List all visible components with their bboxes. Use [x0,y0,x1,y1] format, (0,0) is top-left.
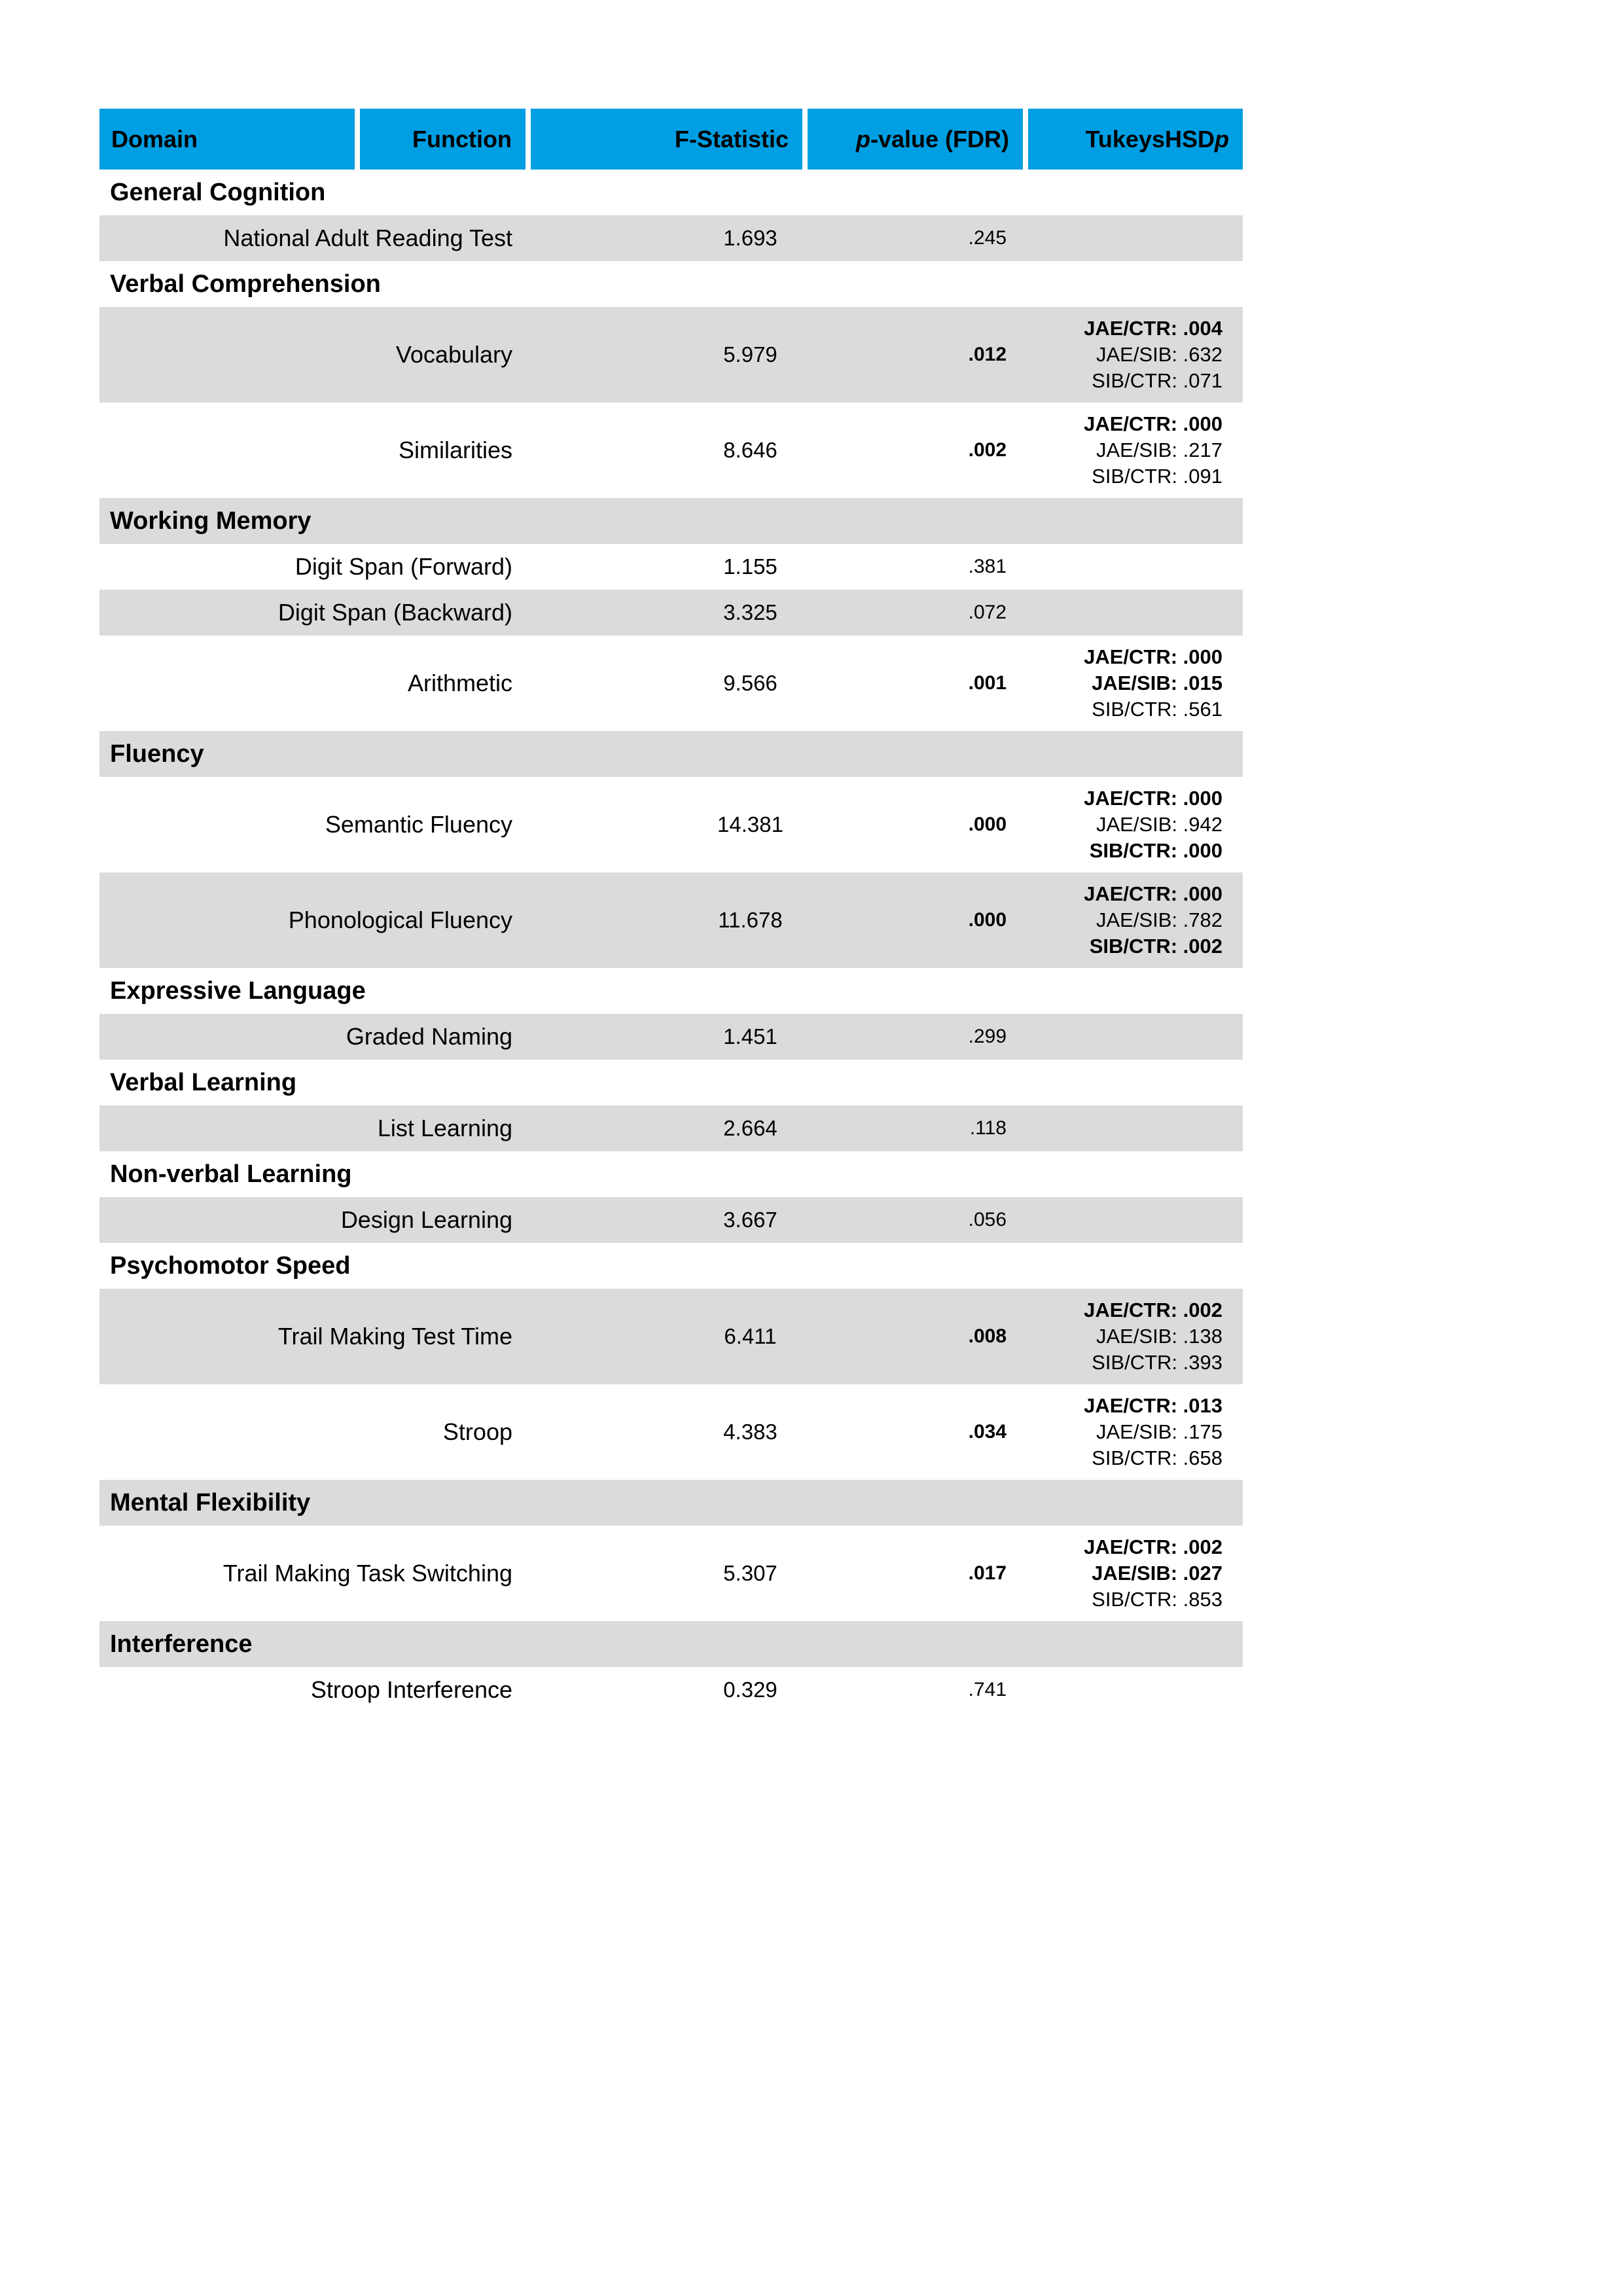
tukey-pairwise-value: JAE/SIB: .942 [1096,813,1222,836]
tukey-pairwise-value: JAE/SIB: .782 [1096,908,1222,931]
f-statistic-cell: 6.411 [724,1324,777,1348]
f-statistic-cell: 5.307 [723,1561,777,1585]
column-header-domain [99,109,355,170]
tukey-pairwise-value: JAE/CTR: .002 [1084,1299,1222,1321]
test-data-row [99,215,1243,261]
test-data-row [99,1526,1243,1621]
column-header-p-value-fdr [808,109,1023,170]
f-statistic-cell: 4.383 [723,1420,777,1444]
column-header-text: F-Statistic [674,125,789,152]
tukey-pairwise-value: SIB/CTR: .393 [1092,1351,1222,1374]
column-header-text: Domain [111,125,198,152]
tukey-pairwise-value: JAE/SIB: .027 [1092,1562,1222,1585]
tukey-pairwise-value: JAE/SIB: .138 [1096,1325,1222,1348]
tukeyshsd-cell [1028,1105,1243,1151]
test-data-row [99,1289,1243,1384]
function-cell: List Learning [377,1115,512,1141]
table-header-row [99,109,1243,170]
domain-section-row: Verbal Learning [99,1060,1243,1105]
f-statistic-cell: 9.566 [723,671,777,695]
function-cell: Graded Naming [346,1023,512,1050]
test-data-row [99,872,1243,968]
function-cell: Digit Span (Backward) [277,599,512,626]
tukeyshsd-cell [1028,403,1243,498]
domain-section-row: Fluency [99,731,1243,777]
table-body [99,170,1243,1713]
p-value-cell: .034 [968,1421,1007,1443]
column-header-tukeyshsd-p [1028,109,1243,170]
column-header-text: p [1215,125,1229,152]
domain-section-row: Working Memory [99,498,1243,544]
tukeyshsd-cell [1028,590,1243,636]
tukeyshsd-cell [1028,636,1243,731]
tukey-pairwise-value: SIB/CTR: .000 [1089,839,1222,862]
domain-section-row: Expressive Language [99,968,1243,1014]
column-header-f-statistic [531,109,802,170]
test-data-row [99,1667,1243,1713]
function-cell: Design Learning [340,1206,512,1233]
function-cell: Digit Span (Forward) [294,553,512,580]
column-header-text: TukeysHSD [1085,125,1215,152]
tukeyshsd-cell [1028,872,1243,968]
p-value-cell: .381 [968,556,1007,577]
p-value-cell: .008 [968,1325,1007,1347]
test-data-row [99,1197,1243,1243]
f-statistic-cell: 0.329 [723,1677,777,1702]
f-statistic-cell: 5.979 [723,342,777,367]
tukey-pairwise-value: SIB/CTR: .091 [1092,465,1222,488]
tukey-pairwise-value: JAE/CTR: .002 [1084,1535,1222,1558]
tukey-pairwise-value: JAE/SIB: .632 [1096,343,1222,366]
tukey-pairwise-value: JAE/CTR: .004 [1084,317,1222,340]
p-value-cell: .000 [968,909,1007,931]
domain-section-row: Psychomotor Speed [99,1243,1243,1289]
domain-section-row: Mental Flexibility [99,1480,1243,1526]
f-statistic-cell: 1.693 [723,226,777,250]
anova-results-table [99,109,1243,1713]
function-cell: Semantic Fluency [325,811,512,838]
function-cell: Stroop [442,1418,512,1445]
p-value-cell: .741 [968,1679,1007,1700]
tukeyshsd-cell [1028,1667,1243,1713]
f-statistic-cell: 3.667 [723,1208,777,1232]
tukey-pairwise-value: JAE/CTR: .000 [1084,645,1222,668]
tukey-pairwise-value: SIB/CTR: .071 [1092,369,1222,392]
function-cell: Trail Making Test Time [277,1323,512,1350]
tukey-pairwise-value: SIB/CTR: .002 [1089,935,1222,958]
tukeyshsd-cell [1028,307,1243,403]
tukey-pairwise-value: JAE/CTR: .000 [1084,412,1222,435]
function-cell: Trail Making Task Switching [223,1560,512,1587]
tukeyshsd-cell [1028,215,1243,261]
p-value-cell: .001 [968,672,1007,694]
p-value-cell: .012 [968,344,1007,365]
column-header-text: Function [412,125,512,152]
p-value-cell: .118 [969,1117,1007,1139]
test-data-row [99,636,1243,731]
function-cell: National Adult Reading Test [223,224,512,251]
test-data-row [99,1105,1243,1151]
tukey-pairwise-value: SIB/CTR: .561 [1092,698,1222,721]
tukeyshsd-cell [1028,777,1243,872]
f-statistic-cell: 2.664 [723,1116,777,1140]
test-data-row [99,590,1243,636]
test-data-row [99,307,1243,403]
test-data-row [99,1014,1243,1060]
tukey-pairwise-value: SIB/CTR: .853 [1092,1588,1222,1611]
domain-section-row: Non-verbal Learning [99,1151,1243,1197]
column-header-text: -value (FDR) [870,125,1009,152]
tukey-pairwise-value: JAE/CTR: .000 [1084,882,1222,905]
tukeyshsd-cell [1028,1384,1243,1480]
tukey-pairwise-value: JAE/CTR: .000 [1084,787,1222,810]
tukeyshsd-cell [1028,1197,1243,1243]
f-statistic-cell: 1.451 [723,1024,777,1049]
tukeyshsd-cell [1028,1014,1243,1060]
function-cell: Similarities [398,437,512,463]
f-statistic-cell: 11.678 [718,908,783,932]
test-data-row [99,544,1243,590]
function-cell: Stroop Interference [310,1676,512,1703]
p-value-cell: .072 [968,601,1007,623]
function-cell: Vocabulary [395,341,512,368]
f-statistic-cell: 3.325 [723,600,777,624]
p-value-cell: .017 [968,1562,1007,1584]
domain-section-row: Verbal Comprehension [99,261,1243,307]
domain-section-row: Interference [99,1621,1243,1667]
tukey-pairwise-value: JAE/SIB: .015 [1092,672,1222,694]
p-value-cell: .002 [968,439,1007,461]
tukey-pairwise-value: SIB/CTR: .658 [1092,1446,1222,1469]
tukey-pairwise-value: JAE/CTR: .013 [1084,1394,1222,1417]
function-cell: Arithmetic [407,670,512,696]
p-value-cell: .000 [968,814,1007,835]
f-statistic-cell: 14.381 [717,812,783,836]
tukeyshsd-cell [1028,1289,1243,1384]
test-data-row [99,1384,1243,1480]
tukeyshsd-cell [1028,544,1243,590]
tukeyshsd-cell [1028,1526,1243,1621]
p-value-cell: .056 [968,1209,1007,1230]
column-header-text: p [855,125,870,152]
function-cell: Phonological Fluency [288,906,512,933]
tukey-pairwise-value: JAE/SIB: .217 [1096,439,1222,461]
column-header-function [360,109,526,170]
p-value-cell: .245 [968,227,1007,249]
test-data-row [99,403,1243,498]
tukey-pairwise-value: JAE/SIB: .175 [1096,1420,1222,1443]
domain-section-row: General Cognition [99,170,1243,215]
f-statistic-cell: 1.155 [723,554,777,579]
p-value-cell: .299 [968,1026,1007,1047]
f-statistic-cell: 8.646 [723,438,777,462]
test-data-row [99,777,1243,872]
